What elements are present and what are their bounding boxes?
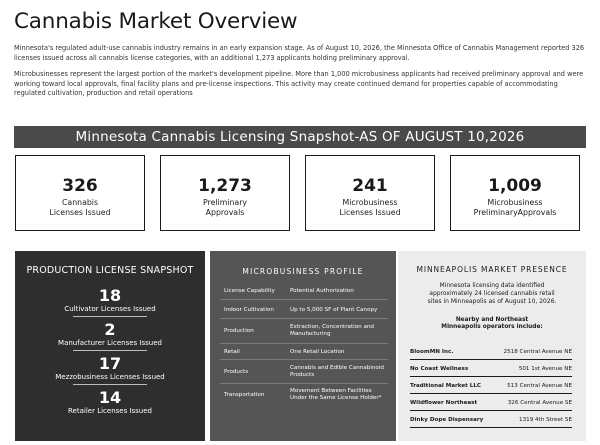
- divider: [220, 299, 388, 300]
- operator-name: Wildflower Northeast: [410, 400, 478, 406]
- microbusiness-heading: MICROBUSINESS PROFILE: [242, 267, 364, 276]
- stat-value: 1,273: [198, 176, 252, 196]
- divider: [220, 383, 388, 384]
- operator-name: No Coast Wellness: [410, 366, 469, 372]
- stat-label: PreliminaryApprovals: [473, 207, 557, 217]
- profile-value: Potential Authorization: [290, 288, 354, 294]
- table-row: [410, 345, 572, 360]
- table-row: [410, 362, 572, 377]
- microbusiness-panel: [210, 251, 396, 441]
- production-value: 18: [98, 286, 122, 305]
- profile-key: License Capability: [224, 288, 275, 294]
- production-item: [15, 287, 205, 314]
- production-item: [15, 321, 205, 348]
- divider: [220, 359, 388, 360]
- production-value: 14: [98, 388, 122, 407]
- table-row: [410, 396, 572, 411]
- operator-name: Traditional Market LLC: [410, 383, 482, 389]
- operator-address: 513 Central Avenue NE: [507, 383, 572, 389]
- profile-key: Products: [224, 369, 249, 375]
- stat-value: 1,009: [488, 176, 542, 196]
- microbusiness-paragraph: Microbusinesses represent the largest portion of the market's development pipeline. More than 1,000 microbusiness applicants had received preliminary approval and were working toward local approvals, final facility plans and pre-license inspections. This activity may create continued demand for properties capable of accommodating regulated cultivation, production and retail operations: [14, 70, 584, 98]
- operators-subheading: Nearby and Northeast Minneapolis operators include:: [441, 316, 543, 331]
- production-value: 17: [98, 354, 122, 373]
- stat-label: Microbusiness: [487, 198, 543, 207]
- profile-value: Cannabis and Edible Cannabinoid Products: [290, 365, 384, 379]
- stat-label: Preliminary: [202, 198, 248, 207]
- production-label: Manufacturer Licenses Issued: [58, 339, 162, 347]
- stat-label: Cannabis: [61, 198, 99, 207]
- stat-label: Microbusiness: [342, 198, 398, 207]
- operator-address: 1319 4th Street SE: [519, 417, 572, 423]
- stat-label: Licenses Issued: [339, 207, 401, 217]
- stat-card-cannabis-licenses: [15, 155, 145, 231]
- stat-card-microbusiness-approvals: [450, 155, 580, 231]
- stat-value: 241: [352, 176, 388, 196]
- production-item: [15, 355, 205, 382]
- minneapolis-panel: [398, 251, 586, 441]
- production-label: Cultivator Licenses Issued: [64, 305, 156, 313]
- production-label: Retailer Licenses Issued: [68, 407, 152, 415]
- stat-card-microbusiness-licenses: [305, 155, 435, 231]
- page-title: Cannabis Market Overview: [14, 9, 298, 34]
- operator-name: BloomMN Inc.: [410, 349, 454, 355]
- divider: [220, 343, 388, 344]
- profile-value: Movement Between Facilities Under the Same License Holder*: [290, 388, 382, 402]
- production-value: 2: [104, 320, 116, 339]
- stat-card-preliminary-approvals: [160, 155, 290, 231]
- operator-name: Dinky Dope Dispensary: [410, 417, 484, 423]
- divider: [73, 384, 147, 385]
- profile-key: Indoor Cultivation: [224, 307, 274, 313]
- table-row: [410, 413, 572, 428]
- divider: [220, 318, 388, 319]
- profile-key: Production: [224, 328, 254, 334]
- divider: [73, 350, 147, 351]
- profile-key: Retail: [224, 349, 240, 355]
- production-label: Mezzobusiness Licenses Issued: [55, 373, 165, 381]
- stat-label: Licenses Issued: [49, 207, 111, 217]
- profile-value: One Retail Location: [290, 349, 345, 355]
- minneapolis-intro: Minnesota licensing data identified approximately 24 licensed cannabis retail sites in Minneapolis as of August 10, 2026.: [427, 282, 557, 306]
- table-row: [410, 379, 572, 394]
- operator-address: 326 Central Avenue SE: [507, 400, 572, 406]
- profile-value: Up to 5,000 SF of Plant Canopy: [290, 307, 378, 313]
- divider: [73, 316, 147, 317]
- stat-label: Approvals: [205, 207, 245, 217]
- production-heading: PRODUCTION LICENSE SNAPSHOT: [26, 265, 194, 276]
- intro-paragraph: Minnesota's regulated adult-use cannabis industry remains in an early expansion stage. As of August 10, 2026, the Minnesota Office of Cannabis Management reported 326 licenses issued across all cannabis license categories, with an additional 1,273 applicants holding preliminary approval.: [14, 44, 585, 62]
- minneapolis-heading: MINNEAPOLIS MARKET PRESENCE: [416, 265, 568, 274]
- profile-key: Transportation: [224, 392, 265, 398]
- operator-address: 2518 Central Avenue NE: [503, 349, 572, 355]
- profile-value: Extraction, Concentration and Manufacturing: [290, 324, 374, 338]
- operator-address: 501 1st Avenue NE: [518, 366, 572, 372]
- stat-value: 326: [62, 176, 98, 196]
- production-panel: [15, 251, 205, 441]
- production-item: [15, 389, 205, 416]
- snapshot-banner: Minnesota Cannabis Licensing Snapshot-AS OF AUGUST 10,2026: [14, 126, 586, 148]
